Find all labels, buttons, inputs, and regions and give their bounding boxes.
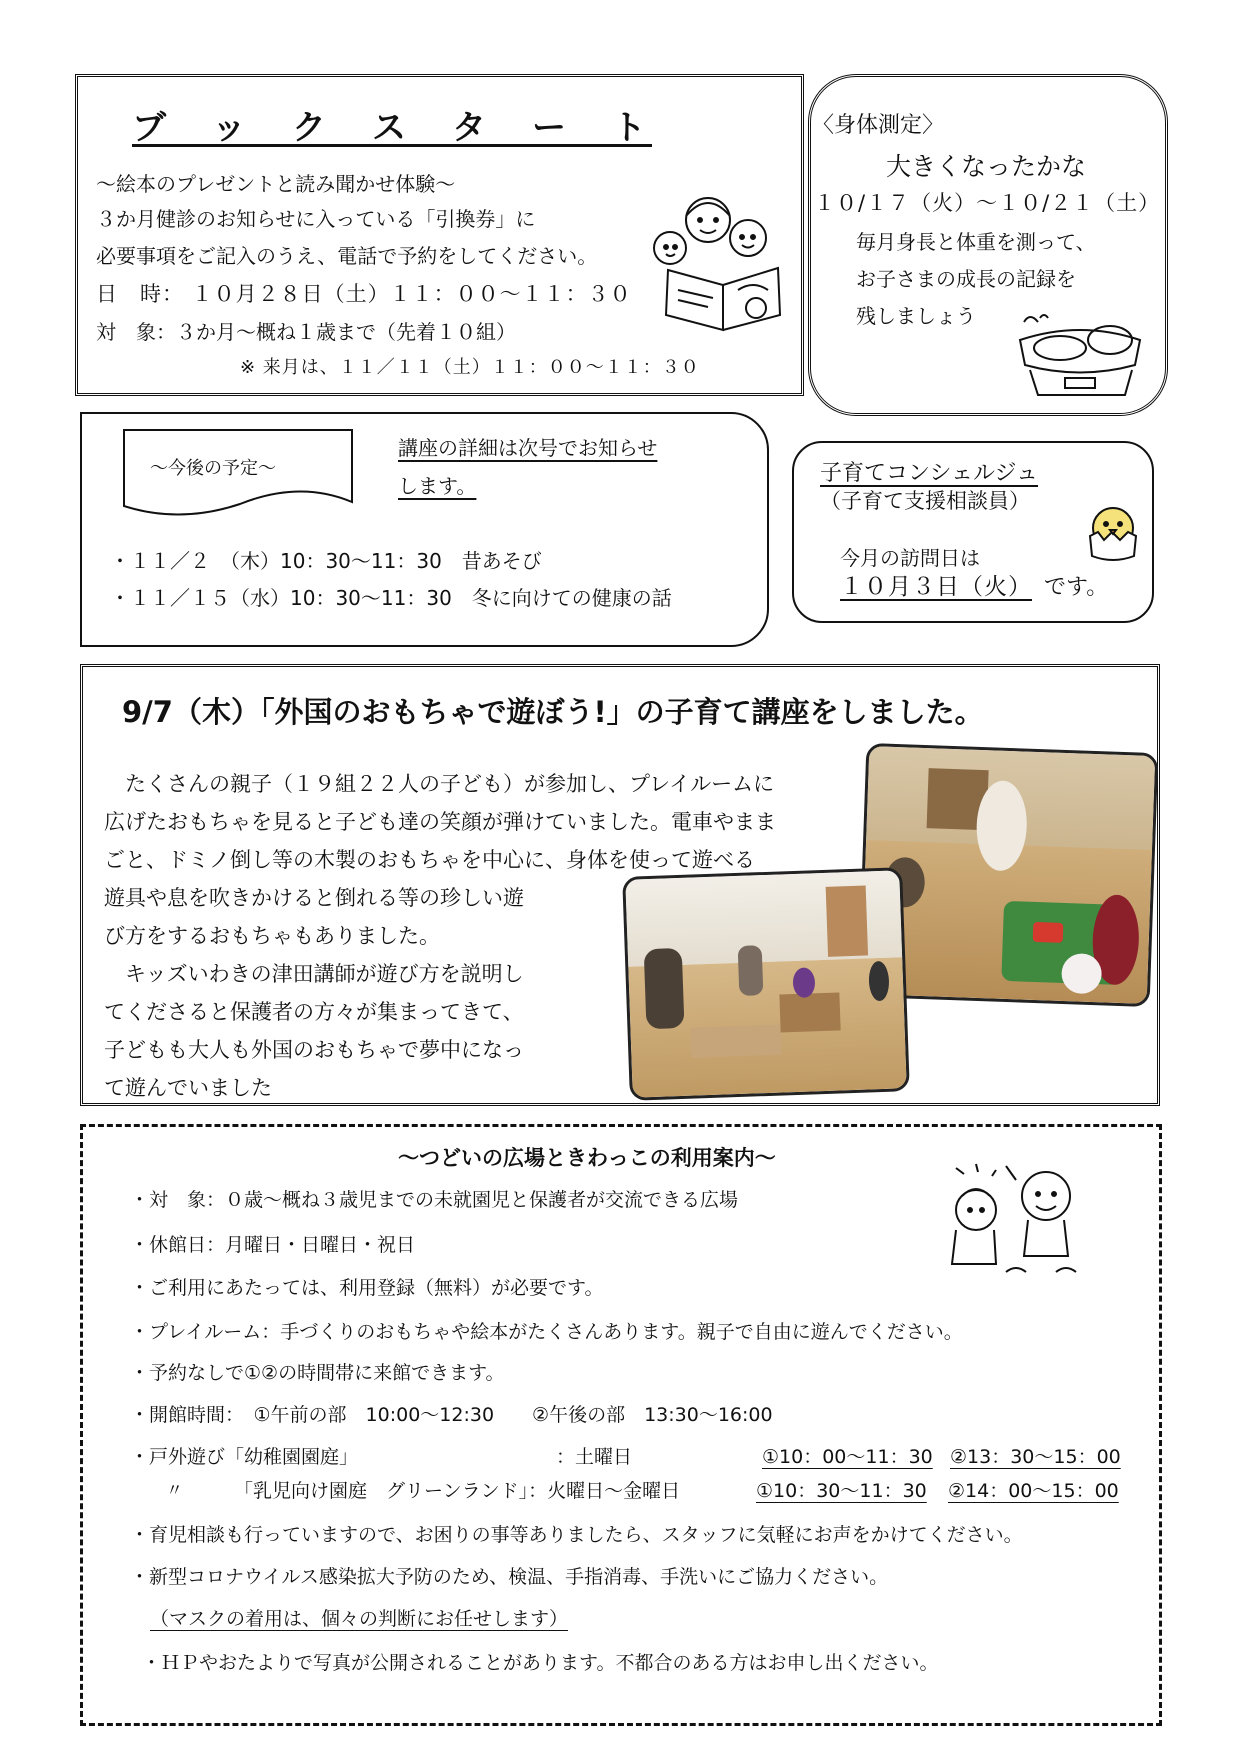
report-line: 遊具や息を吹きかけると倒れる等の珍しい遊 bbox=[104, 886, 524, 910]
bookstart-next-month: ※ 来月は、１１／１１（土）１１：００～１１：３０ bbox=[240, 357, 700, 378]
guide-covid: ・新型コロナウイルス感染拡大予防のため、検温、手指消毒、手洗いにご協力ください。 bbox=[130, 1566, 889, 1588]
schedule-item-2: ・１１／１５（水）10：30～11：30 冬に向けての健康の話 bbox=[110, 586, 672, 610]
report-line: てくださると保護者の方々が集まってきて、 bbox=[104, 1000, 524, 1024]
guide-playroom: ・プレイルーム：手づくりのおもちゃや絵本がたくさんあります。親子で自由に遊んでください。 bbox=[130, 1321, 963, 1343]
guide-outdoor1-time1: ①10：00～11：30 bbox=[762, 1446, 933, 1468]
concierge-subtitle: （子育て支援相談員） bbox=[820, 489, 1030, 513]
guide-outdoor1-time2: ②13：30～15：00 bbox=[950, 1446, 1121, 1468]
report-line: キッズいわきの津田講師が遊び方を説明し bbox=[104, 962, 524, 986]
baby-scale-illustration bbox=[1010, 310, 1150, 400]
schedule-note-line2: します。 bbox=[398, 474, 477, 498]
measure-dates: １０/１７（火）～１０/２１（土） bbox=[814, 191, 1161, 215]
report-line: び方をするおもちゃもありました。 bbox=[104, 924, 440, 948]
bookstart-target: 対 象：３か月～概ね１歳まで（先着１０組） bbox=[96, 320, 516, 344]
measure-title: 大きくなったかな bbox=[886, 152, 1087, 181]
guide-consult: ・育児相談も行っていますので、お困りの事等ありましたら、スタッフに気軽にお声をかけてください。 bbox=[130, 1524, 1023, 1546]
concierge-suffix: です。 bbox=[1044, 575, 1109, 600]
guide-outdoor2-time1: ①10：30～11：30 bbox=[756, 1480, 927, 1502]
measure-line1: 毎月身長と体重を測って、 bbox=[856, 230, 1096, 254]
measure-line3: 残しましょう bbox=[856, 304, 976, 328]
guide-closed: ・休館日：月曜日・日曜日・祝日 bbox=[130, 1234, 416, 1256]
measure-heading: 〈身体測定〉 bbox=[812, 113, 945, 138]
report-line: たくさんの親子（１９組２２人の子ども）が参加し、プレイルームに bbox=[104, 772, 775, 796]
guide-outdoor1-day: ：土曜日 bbox=[556, 1446, 633, 1468]
bookstart-datetime: 日 時： １０月２８日（土）１１：００～１１：３０ bbox=[96, 282, 632, 306]
reading-family-illustration bbox=[648, 190, 793, 335]
bookstart-line2: 必要事項をご記入のうえ、電話で予約をしてください。 bbox=[96, 244, 598, 268]
guide-photos: ・ＨＰやおたよりで写真が公開されることがあります。不都合のある方はお申し出ください。 bbox=[142, 1652, 939, 1674]
report-title: 9/7（木）「外国のおもちゃで遊ぼう!」の子育て講座をしました。 bbox=[122, 695, 984, 729]
measure-line2: お子さまの成長の記録を bbox=[856, 267, 1076, 291]
guide-outdoor2-time2: ②14：00～15：00 bbox=[948, 1480, 1119, 1502]
chick-illustration bbox=[1080, 502, 1146, 564]
schedule-item-1: ・１１／２ （木）10：30～11：30 昔あそび bbox=[110, 549, 542, 573]
bookstart-title: ブ ッ ク ス タ ー ト bbox=[132, 108, 652, 148]
concierge-line1: 今月の訪問日は bbox=[840, 546, 980, 570]
guide-target: ・対 象：０歳～概ね３歳児までの未就園児と保護者が交流できる広場 bbox=[130, 1189, 739, 1211]
guide-title: ～つどいの広場ときわっこの利用案内～ bbox=[398, 1146, 776, 1170]
guide-registration: ・ご利用にあたっては、利用登録（無料）が必要です。 bbox=[130, 1277, 604, 1299]
bookstart-line1: ３か月健診のお知らせに入っている「引換券」に bbox=[96, 207, 536, 231]
event-photo-2 bbox=[622, 867, 910, 1101]
report-line: て遊んでいました bbox=[104, 1076, 272, 1100]
guide-no-reservation: ・予約なしで①②の時間帯に来館できます。 bbox=[130, 1362, 505, 1384]
guide-mask: （マスクの着用は、個々の判断にお任せします） bbox=[150, 1608, 569, 1630]
concierge-date: １０月３日（火） bbox=[840, 574, 1032, 600]
guide-outdoor2-ditto: 〃 bbox=[166, 1481, 183, 1501]
two-kids-illustration bbox=[936, 1160, 1086, 1280]
concierge-title: 子育てコンシェルジュ bbox=[820, 461, 1039, 486]
guide-outdoor1-label: ・戸外遊び「幼稚園園庭」 bbox=[130, 1446, 359, 1468]
report-line: ごと、ドミノ倒し等の木製のおもちゃを中心に、身体を使って遊べる bbox=[104, 848, 755, 872]
report-line: 子どもも大人も外国のおもちゃで夢中になっ bbox=[104, 1038, 524, 1062]
guide-outdoor2-label: 「乳児向け園庭 グリーンランド」：火曜日～金曜日 bbox=[234, 1480, 681, 1502]
guide-hours: ・開館時間： ①午前の部 10:00～12:30 ②午後の部 13:30～16:00 bbox=[130, 1404, 773, 1426]
schedule-banner-text: ～今後の予定～ bbox=[150, 458, 276, 479]
report-line: 広げたおもちゃを見ると子ども達の笑顔が弾けていました。電車やまま bbox=[104, 810, 776, 834]
bookstart-subtitle: ～絵本のプレゼントと読み聞かせ体験～ bbox=[96, 172, 456, 196]
schedule-note-line1: 講座の詳細は次号でお知らせ bbox=[398, 436, 658, 460]
